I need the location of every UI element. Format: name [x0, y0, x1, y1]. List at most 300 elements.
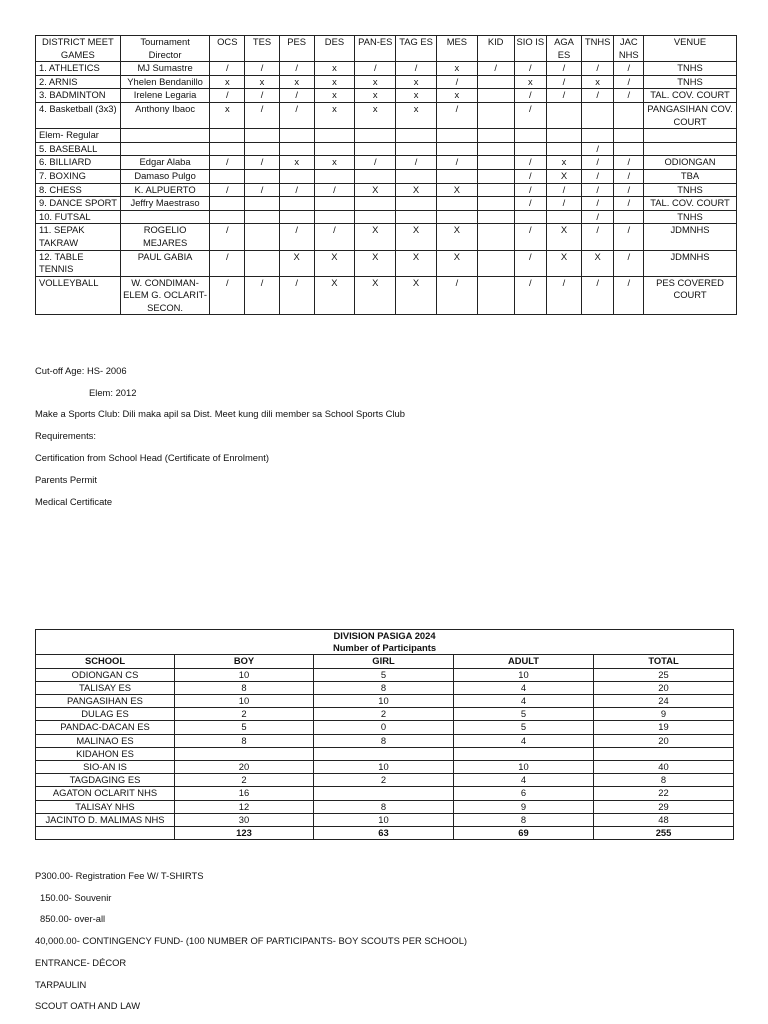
game-cell: 8. CHESS: [36, 183, 121, 197]
school-mark-cell: /: [614, 156, 644, 170]
meet-row: [36, 169, 737, 183]
boy-count-cell: 10: [175, 668, 314, 681]
girl-count-cell: 10: [314, 813, 454, 826]
venue-cell: TAL. COV. COURT: [644, 89, 737, 103]
school-mark-cell: x: [279, 156, 314, 170]
school-mark-cell: /: [581, 183, 614, 197]
director-cell: Edgar Alaba: [120, 156, 210, 170]
school-mark-cell: /: [245, 183, 280, 197]
school-mark-cell: [477, 224, 514, 250]
division-title: [36, 630, 734, 655]
school-mark-cell: [436, 169, 477, 183]
school-mark-cell: /: [245, 276, 280, 315]
header-girl: GIRL: [314, 655, 454, 668]
entrance-decor-text: ENTRANCE- DÉCOR: [35, 957, 127, 968]
school-name-cell: DULAG ES: [36, 708, 175, 721]
school-mark-cell: /: [614, 62, 644, 76]
school-mark-cell: [396, 210, 437, 224]
school-mark-cell: /: [581, 156, 614, 170]
adult-count-cell: 4: [454, 695, 594, 708]
elem-cutoff-text: Elem: 2012: [89, 387, 137, 398]
school-mark-cell: /: [514, 183, 547, 197]
total-count-cell: 25: [594, 668, 734, 681]
school-mark-cell: /: [547, 183, 582, 197]
school-mark-cell: /: [614, 197, 644, 211]
district-meet-table: [35, 35, 737, 315]
division-row: [36, 761, 734, 774]
school-mark-cell: X: [314, 250, 355, 276]
director-cell: Jeffry Maestraso: [120, 197, 210, 211]
total-count-cell: 8: [594, 774, 734, 787]
school-mark-cell: x: [396, 102, 437, 128]
school-mark-cell: [279, 169, 314, 183]
header-games: DISTRICT MEET GAMES: [36, 36, 121, 62]
boy-count-cell: [175, 747, 314, 760]
school-mark-cell: x: [279, 75, 314, 89]
header-adult: ADULT: [454, 655, 594, 668]
school-mark-cell: /: [514, 197, 547, 211]
director-cell: [120, 142, 210, 156]
director-cell: K. ALPUERTO: [120, 183, 210, 197]
director-cell: Yhelen Bendanillo: [120, 75, 210, 89]
school-mark-cell: /: [279, 276, 314, 315]
school-mark-cell: [210, 197, 245, 211]
school-mark-cell: [547, 129, 582, 143]
school-mark-cell: x: [314, 89, 355, 103]
meet-row: [36, 276, 737, 315]
boy-count-cell: 2: [175, 774, 314, 787]
school-mark-cell: x: [547, 156, 582, 170]
school-mark-cell: X: [314, 276, 355, 315]
school-mark-cell: [314, 129, 355, 143]
header-director: Tournament Director: [120, 36, 210, 62]
total-count-cell: 40: [594, 761, 734, 774]
header-des: DES: [314, 36, 355, 62]
school-mark-cell: X: [355, 224, 396, 250]
school-mark-cell: /: [279, 62, 314, 76]
venue-cell: JDMNHS: [644, 224, 737, 250]
school-mark-cell: X: [396, 276, 437, 315]
game-cell: 10. FUTSAL: [36, 210, 121, 224]
school-mark-cell: /: [547, 75, 582, 89]
header-pes: PES: [279, 36, 314, 62]
game-cell: 3. BADMINTON: [36, 89, 121, 103]
venue-cell: [644, 129, 737, 143]
school-mark-cell: /: [514, 224, 547, 250]
boy-count-cell: 5: [175, 721, 314, 734]
school-mark-cell: [314, 197, 355, 211]
school-mark-cell: /: [514, 62, 547, 76]
girl-count-cell: 2: [314, 774, 454, 787]
registration-fee-text: P300.00- Registration Fee W/ T-SHIRTS: [35, 870, 204, 881]
meet-row: [36, 210, 737, 224]
school-mark-cell: X: [355, 250, 396, 276]
school-mark-cell: X: [547, 224, 582, 250]
school-mark-cell: [210, 169, 245, 183]
header-aga-es: AGA ES: [547, 36, 582, 62]
school-mark-cell: [547, 210, 582, 224]
adult-count-cell: 6: [454, 787, 594, 800]
girl-total-cell: 63: [314, 827, 454, 840]
meet-row: [36, 75, 737, 89]
school-name-cell: AGATON OCLARIT NHS: [36, 787, 175, 800]
director-cell: PAUL GABIA: [120, 250, 210, 276]
school-mark-cell: /: [547, 89, 582, 103]
game-cell: 2. ARNIS: [36, 75, 121, 89]
school-mark-cell: [396, 197, 437, 211]
adult-total-cell: 69: [454, 827, 594, 840]
school-mark-cell: /: [547, 276, 582, 315]
venue-cell: TNHS: [644, 183, 737, 197]
school-mark-cell: /: [514, 89, 547, 103]
total-count-cell: 24: [594, 695, 734, 708]
girl-count-cell: 0: [314, 721, 454, 734]
game-cell: 1. ATHLETICS: [36, 62, 121, 76]
boy-count-cell: 8: [175, 681, 314, 694]
school-mark-cell: x: [314, 62, 355, 76]
school-mark-cell: [436, 129, 477, 143]
division-row: [36, 747, 734, 760]
school-mark-cell: x: [210, 102, 245, 128]
school-mark-cell: X: [436, 224, 477, 250]
school-mark-cell: X: [355, 183, 396, 197]
school-mark-cell: [477, 102, 514, 128]
director-cell: Anthony Ibaoc: [120, 102, 210, 128]
school-mark-cell: /: [279, 183, 314, 197]
division-row: [36, 681, 734, 694]
school-mark-cell: [245, 210, 280, 224]
school-mark-cell: /: [355, 156, 396, 170]
school-name-cell: PANDAC-DACAN ES: [36, 721, 175, 734]
school-mark-cell: /: [547, 197, 582, 211]
adult-count-cell: 5: [454, 708, 594, 721]
school-mark-cell: /: [581, 224, 614, 250]
director-cell: Damaso Pulgo: [120, 169, 210, 183]
school-mark-cell: X: [581, 250, 614, 276]
director-cell: Irelene Legaria: [120, 89, 210, 103]
school-mark-cell: /: [436, 75, 477, 89]
school-mark-cell: /: [396, 156, 437, 170]
meet-table-body: [36, 62, 737, 315]
total-count-cell: [594, 747, 734, 760]
school-name-cell: TALISAY NHS: [36, 800, 175, 813]
header-pan-es: PAN-ES: [355, 36, 396, 62]
venue-cell: ODIONGAN: [644, 156, 737, 170]
girl-count-cell: 8: [314, 681, 454, 694]
school-mark-cell: X: [396, 224, 437, 250]
boy-count-cell: 8: [175, 734, 314, 747]
girl-count-cell: 8: [314, 800, 454, 813]
game-cell: 11. SEPAK TAKRAW: [36, 224, 121, 250]
school-mark-cell: /: [614, 89, 644, 103]
division-row: [36, 668, 734, 681]
school-mark-cell: [477, 89, 514, 103]
header-tag-es: TAG ES: [396, 36, 437, 62]
school-mark-cell: [279, 129, 314, 143]
school-mark-cell: [477, 169, 514, 183]
school-mark-cell: x: [355, 75, 396, 89]
school-mark-cell: /: [279, 102, 314, 128]
adult-count-cell: 10: [454, 761, 594, 774]
adult-count-cell: 10: [454, 668, 594, 681]
total-count-cell: 20: [594, 734, 734, 747]
school-mark-cell: /: [245, 102, 280, 128]
boy-count-cell: 10: [175, 695, 314, 708]
school-mark-cell: /: [355, 62, 396, 76]
venue-cell: [644, 142, 737, 156]
school-name-cell: KIDAHON ES: [36, 747, 175, 760]
school-mark-cell: [314, 169, 355, 183]
division-row: [36, 774, 734, 787]
boy-count-cell: 12: [175, 800, 314, 813]
school-mark-cell: /: [436, 102, 477, 128]
school-mark-cell: [477, 210, 514, 224]
cutoff-age-text: Cut-off Age: HS- 2006: [35, 365, 127, 376]
game-cell: Elem- Regular: [36, 129, 121, 143]
requirement-certification: Certification from School Head (Certificate of Enrolment): [35, 452, 269, 463]
tarpaulin-text: TARPAULIN: [35, 979, 87, 990]
game-cell: 4. Basketball (3x3): [36, 102, 121, 128]
school-mark-cell: x: [210, 75, 245, 89]
division-title-line2: Number of Participants: [332, 642, 437, 654]
school-mark-cell: /: [210, 224, 245, 250]
sports-club-text: Make a Sports Club: Dili maka apil sa Dist. Meet kung dili member sa School Sports Club: [35, 408, 405, 419]
school-mark-cell: [477, 129, 514, 143]
school-mark-cell: [477, 183, 514, 197]
school-mark-cell: /: [514, 169, 547, 183]
header-ocs: OCS: [210, 36, 245, 62]
adult-count-cell: 8: [454, 813, 594, 826]
school-mark-cell: X: [547, 250, 582, 276]
girl-count-cell: 10: [314, 695, 454, 708]
school-mark-cell: [477, 276, 514, 315]
school-mark-cell: [279, 197, 314, 211]
school-mark-cell: /: [210, 276, 245, 315]
school-mark-cell: /: [614, 75, 644, 89]
school-mark-cell: /: [245, 89, 280, 103]
adult-count-cell: 4: [454, 774, 594, 787]
director-cell: ROGELIO MEJARES: [120, 224, 210, 250]
meet-row: [36, 102, 737, 128]
adult-count-cell: 4: [454, 681, 594, 694]
school-mark-cell: [279, 142, 314, 156]
requirement-parents-permit: Parents Permit: [35, 474, 97, 485]
header-boy: BOY: [175, 655, 314, 668]
girl-count-cell: [314, 747, 454, 760]
school-mark-cell: [514, 142, 547, 156]
school-mark-cell: [314, 142, 355, 156]
header-kid: KID: [477, 36, 514, 62]
division-totals-row: [36, 827, 734, 840]
school-mark-cell: [614, 129, 644, 143]
venue-cell: TNHS: [644, 62, 737, 76]
school-mark-cell: /: [581, 276, 614, 315]
venue-cell: PES COVERED COURT: [644, 276, 737, 315]
school-mark-cell: [355, 197, 396, 211]
venue-cell: TNHS: [644, 75, 737, 89]
division-table-body: [36, 668, 734, 840]
requirement-medical: Medical Certificate: [35, 496, 113, 507]
school-mark-cell: [477, 142, 514, 156]
venue-cell: TBA: [644, 169, 737, 183]
division-row: [36, 734, 734, 747]
school-mark-cell: /: [314, 224, 355, 250]
school-mark-cell: [514, 210, 547, 224]
school-mark-cell: [245, 197, 280, 211]
school-name-cell: JACINTO D. MALIMAS NHS: [36, 813, 175, 826]
division-row: [36, 708, 734, 721]
school-mark-cell: /: [514, 102, 547, 128]
meet-row: [36, 142, 737, 156]
meet-header-row: [36, 36, 737, 62]
school-mark-cell: /: [210, 156, 245, 170]
venue-cell: JDMNHS: [644, 250, 737, 276]
director-cell: MJ Sumastre: [120, 62, 210, 76]
header-sio-is: SIO IS: [514, 36, 547, 62]
school-mark-cell: x: [355, 89, 396, 103]
header-total: TOTAL: [594, 655, 734, 668]
school-name-cell: SIO-AN IS: [36, 761, 175, 774]
header-jac-nhs: JAC NHS: [614, 36, 644, 62]
venue-cell: TAL. COV. COURT: [644, 197, 737, 211]
school-mark-cell: /: [614, 224, 644, 250]
total-count-cell: 48: [594, 813, 734, 826]
school-mark-cell: /: [314, 183, 355, 197]
school-mark-cell: /: [581, 197, 614, 211]
girl-count-cell: 8: [314, 734, 454, 747]
school-name-cell: TALISAY ES: [36, 681, 175, 694]
boy-total-cell: 123: [175, 827, 314, 840]
school-mark-cell: [355, 142, 396, 156]
boy-count-cell: 20: [175, 761, 314, 774]
school-mark-cell: /: [279, 224, 314, 250]
meet-row: [36, 129, 737, 143]
school-mark-cell: X: [355, 276, 396, 315]
school-mark-cell: /: [210, 89, 245, 103]
school-mark-cell: /: [210, 183, 245, 197]
adult-count-cell: 5: [454, 721, 594, 734]
school-mark-cell: [279, 210, 314, 224]
school-mark-cell: [436, 197, 477, 211]
school-mark-cell: x: [314, 102, 355, 128]
school-mark-cell: /: [210, 250, 245, 276]
game-cell: 6. BILLIARD: [36, 156, 121, 170]
school-mark-cell: /: [436, 156, 477, 170]
school-mark-cell: x: [436, 89, 477, 103]
school-mark-cell: [477, 197, 514, 211]
school-mark-cell: /: [581, 142, 614, 156]
school-mark-cell: /: [514, 276, 547, 315]
meet-row: [36, 62, 737, 76]
director-cell: [120, 129, 210, 143]
school-mark-cell: [396, 169, 437, 183]
division-row: [36, 787, 734, 800]
boy-count-cell: 2: [175, 708, 314, 721]
school-name-cell: PANGASIHAN ES: [36, 695, 175, 708]
school-mark-cell: /: [581, 62, 614, 76]
total-count-cell: 20: [594, 681, 734, 694]
school-mark-cell: x: [436, 62, 477, 76]
director-cell: [120, 210, 210, 224]
adult-count-cell: [454, 747, 594, 760]
school-mark-cell: X: [436, 183, 477, 197]
meet-row: [36, 89, 737, 103]
school-mark-cell: [614, 210, 644, 224]
header-mes: MES: [436, 36, 477, 62]
adult-count-cell: 4: [454, 734, 594, 747]
school-mark-cell: [210, 210, 245, 224]
division-participants-table: [35, 629, 734, 840]
game-cell: VOLLEYBALL: [36, 276, 121, 315]
girl-count-cell: 5: [314, 668, 454, 681]
school-mark-cell: x: [396, 89, 437, 103]
school-mark-cell: /: [547, 62, 582, 76]
school-mark-cell: X: [279, 250, 314, 276]
game-cell: 12. TABLE TENNIS: [36, 250, 121, 276]
souvenir-text: 150.00- Souvenir: [40, 892, 112, 903]
school-mark-cell: /: [514, 250, 547, 276]
school-mark-cell: [396, 142, 437, 156]
meet-row: [36, 197, 737, 211]
total-count-cell: 29: [594, 800, 734, 813]
school-mark-cell: X: [396, 183, 437, 197]
school-mark-cell: [614, 102, 644, 128]
school-mark-cell: [436, 142, 477, 156]
school-mark-cell: [314, 210, 355, 224]
meet-row: [36, 183, 737, 197]
overall-text: 850.00- over-all: [40, 913, 106, 924]
meet-row: [36, 224, 737, 250]
division-row: [36, 800, 734, 813]
school-mark-cell: [245, 224, 280, 250]
school-mark-cell: x: [581, 75, 614, 89]
school-mark-cell: [614, 142, 644, 156]
requirements-heading: Requirements:: [35, 430, 96, 441]
venue-cell: PANGASIHAN COV. COURT: [644, 102, 737, 128]
school-mark-cell: /: [581, 169, 614, 183]
school-mark-cell: [245, 129, 280, 143]
school-mark-cell: x: [314, 156, 355, 170]
school-mark-cell: /: [581, 210, 614, 224]
girl-count-cell: 2: [314, 708, 454, 721]
school-mark-cell: [581, 102, 614, 128]
school-mark-cell: x: [396, 75, 437, 89]
header-venue: VENUE: [644, 36, 737, 62]
school-mark-cell: [477, 156, 514, 170]
division-title-line1: DIVISION PASIGA 2024: [333, 630, 436, 641]
school-mark-cell: [547, 142, 582, 156]
header-tes: TES: [245, 36, 280, 62]
school-mark-cell: [245, 250, 280, 276]
school-mark-cell: X: [547, 169, 582, 183]
school-mark-cell: [477, 250, 514, 276]
game-cell: 9. DANCE SPORT: [36, 197, 121, 211]
header-tnhs: TNHS: [581, 36, 614, 62]
meet-row: [36, 156, 737, 170]
school-mark-cell: /: [614, 169, 644, 183]
girl-count-cell: [314, 787, 454, 800]
school-mark-cell: [547, 102, 582, 128]
boy-count-cell: 30: [175, 813, 314, 826]
school-mark-cell: X: [436, 250, 477, 276]
school-mark-cell: [436, 210, 477, 224]
contingency-fund-text: 40,000.00- CONTINGENCY FUND- (100 NUMBER OF PARTICIPANTS- BOY SCOUTS PER SCHOOL): [35, 935, 468, 946]
school-mark-cell: /: [581, 89, 614, 103]
school-mark-cell: [477, 75, 514, 89]
scout-oath-text: SCOUT OATH AND LAW: [35, 1000, 141, 1011]
school-mark-cell: [355, 169, 396, 183]
division-row: [36, 695, 734, 708]
